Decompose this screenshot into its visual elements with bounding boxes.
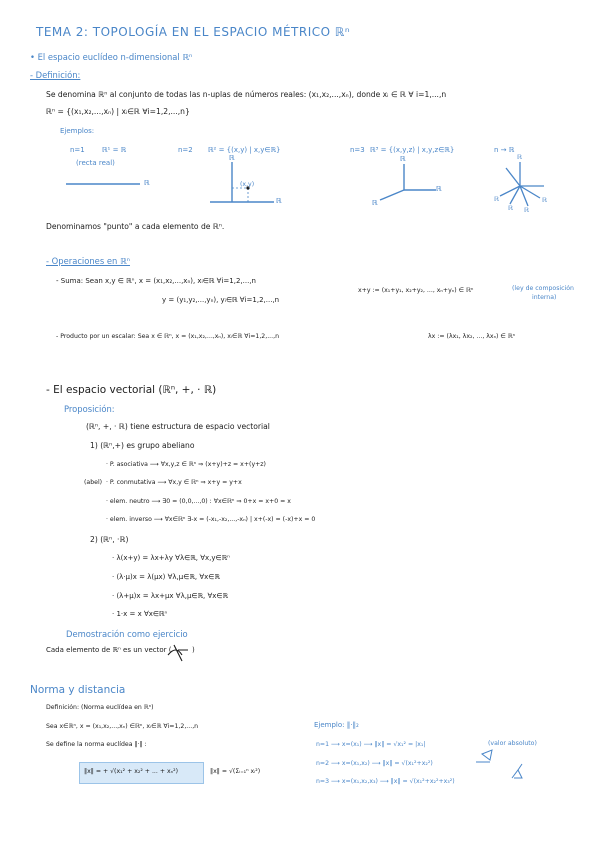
norma-line-1: Sea x∈ℝⁿ, x = (x₁,x₂,...,xₙ) ∈ℝⁿ, xᵢ∈ℝ ∀i=1,2,...,n [46, 723, 199, 730]
example-n1-note: (recta real) [76, 159, 115, 167]
axis-label-n3: ℝ [508, 205, 513, 212]
example-n1-set: ℝ¹ = ℝ [102, 146, 127, 154]
point-label: (x,y) [240, 181, 255, 188]
proposicion-label: Proposición: [64, 404, 115, 414]
example-n2-set: ℝ² = {(x,y) | x,y∈ℝ} [208, 146, 281, 154]
axis-label-n2: ℝ [494, 196, 499, 203]
punto-definition: Denominamos "punto" a cada elemento de ℝⁿ. [46, 222, 225, 231]
norma-ex-1: n=1 ⟶ x=(x₁) ⟶ ‖x‖ = √x₁² = |x₁| [316, 741, 426, 748]
norma-ex-1-note: (valor absoluto) [488, 740, 537, 747]
suma-line-1: - Suma: Sean x,y ∈ ℝⁿ, x = (x₁,x₂,...,xₙ), xᵢ∈ℝ ∀i=1,2,...,n [56, 277, 256, 285]
axis-label-3z: ℝ [400, 155, 406, 163]
norma-ex-3: n=3 ⟶ x=(x₁,x₂,x₃) ⟶ ‖x‖ = √(x₁²+x₂²+x₃²) [316, 778, 455, 785]
suma-note-1: (ley de composición [512, 285, 574, 292]
prop-neutro: · elem. neutro ⟶ ∃0 = (0,0,...,0) : ∀x∈ℝⁿ ⇒ 0+x = x+0 = x [106, 498, 291, 505]
axis-label-3x: ℝ [436, 185, 442, 193]
example-n2: n=2 [178, 146, 193, 154]
n-dimensional-star [500, 162, 544, 206]
suma-line-2: y = (y₁,y₂,...,yₙ), yᵢ∈ℝ ∀i=1,2,...,n [162, 296, 280, 304]
axis-label-2y: ℝ [229, 154, 235, 162]
norma-formula: ‖x‖ = + √(x₁² + x₂² + ... + xₙ²) [84, 768, 178, 775]
producto-line: - Producto por un escalar: Sea x ∈ ℝⁿ, x = (x₁,x₂,...,xₙ), xᵢ∈ℝ ∀i=1,2,...,n [56, 333, 279, 340]
abel-label: (abel) [84, 479, 103, 486]
example-n3: n=3 [350, 146, 365, 154]
axis-label-3y: ℝ [372, 199, 378, 207]
vector-sketch-icon [476, 750, 492, 762]
axis-label-2x: ℝ [276, 197, 282, 205]
operaciones-title: - Operaciones en ℝⁿ [46, 256, 130, 266]
demostracion-note: Demostración como ejercicio [66, 629, 188, 639]
escalar-title: 2) (ℝⁿ, ·ℝ) [90, 535, 129, 544]
axis-label-n5: ℝ [542, 197, 547, 204]
prop-asociativa: · P. asociativa ⟶ ∀x,y,z ∈ ℝⁿ ⇒ (x+y)+z = x+(y+z) [106, 461, 266, 468]
y3-axis [380, 190, 404, 200]
suma-result: x+y := (x₁+y₁, x₂+y₂, ..., xₙ+yₙ) ∈ ℝⁿ [358, 287, 474, 294]
espacio-vectorial-title: - El espacio vectorial (ℝⁿ, +, · ℝ) [46, 384, 217, 396]
example-n3-set: ℝ³ = {(x,y,z) | x,y,z∈ℝ} [370, 146, 455, 154]
norma-formula-sum: ‖x‖ = √(Σᵢ₌₁ⁿ xᵢ²) [210, 768, 261, 775]
prop-escalar-3: · (λ+μ)x = λx+μx ∀λ,μ∈ℝ, ∀x∈ℝ [112, 592, 229, 600]
axis-label-n1: ℝ [517, 154, 522, 161]
norma-def-label: Definición: (Norma euclídea en ℝⁿ) [46, 704, 154, 711]
vector-line-close: ) [192, 646, 195, 654]
vector-line: Cada elemento de ℝⁿ es un vector ( [46, 646, 172, 654]
prop-inverso: · elem. inverso ⟶ ∀x∈ℝⁿ ∃-x = (-x₁,-x₂,...,-xₙ) | x+(-x) = (-x)+x = 0 [106, 516, 316, 523]
grupo-abeliano: 1) (ℝⁿ,+) es grupo abeliano [90, 441, 195, 450]
prop-escalar-2: · (λ·μ)x = λ(μx) ∀λ,μ∈ℝ, ∀x∈ℝ [112, 573, 220, 581]
norma-ex-2: n=2 ⟶ x=(x₁,x₂) ⟶ ‖x‖ = √(x₁²+x₂²) [316, 760, 433, 767]
example-n: n → ℝ [494, 146, 515, 154]
suma-note-2: interna) [532, 294, 557, 301]
definicion-label: - Definición: [30, 70, 81, 80]
norma-title: Norma y distancia [30, 684, 126, 696]
cube-sketch-icon [512, 764, 522, 778]
axis-label-1: ℝ [144, 179, 150, 187]
prop-escalar-1: · λ(x+y) = λx+λy ∀λ∈ℝ, ∀x,y∈ℝⁿ [112, 554, 230, 562]
example-n1: n=1 [70, 146, 85, 154]
section-subtitle: • El espacio euclídeo n-dimensional ℝⁿ [30, 52, 193, 62]
ejemplos-label: Ejemplos: [60, 127, 95, 135]
norma-ejemplo-label: Ejemplo: ‖·‖₂ [314, 721, 359, 729]
page-title: TEMA 2: TOPOLOGÍA EN EL ESPACIO MÉTRICO ℝⁿ [36, 25, 351, 39]
proposicion-statement: (ℝⁿ, +, · ℝ) tiene estructura de espacio vectorial [86, 422, 270, 431]
definicion-line-1: Se denomina ℝⁿ al conjunto de todas las n-uplas de números reales: (x₁,x₂,...,xₙ), donde xᵢ ∈ ℝ ∀ i=1,...,n [46, 90, 447, 99]
prop-escalar-4: · 1·x = x ∀x∈ℝⁿ [112, 610, 168, 618]
producto-result: λx := (λx₁, λx₂, ..., λxₙ) ∈ ℝⁿ [428, 333, 516, 340]
prop-conmutativa: · P. conmutativa ⟶ ∀x,y ∈ ℝⁿ ⇒ x+y = y+x [106, 479, 242, 486]
definicion-line-2: ℝⁿ = {(x₁,x₂,...,xₙ) | xᵢ∈ℝ ∀i=1,2,...,n} [46, 107, 190, 116]
norma-line-2: Se define la norma euclídea ‖·‖ : [46, 741, 147, 748]
axis-label-n4: ℝ [524, 207, 529, 214]
